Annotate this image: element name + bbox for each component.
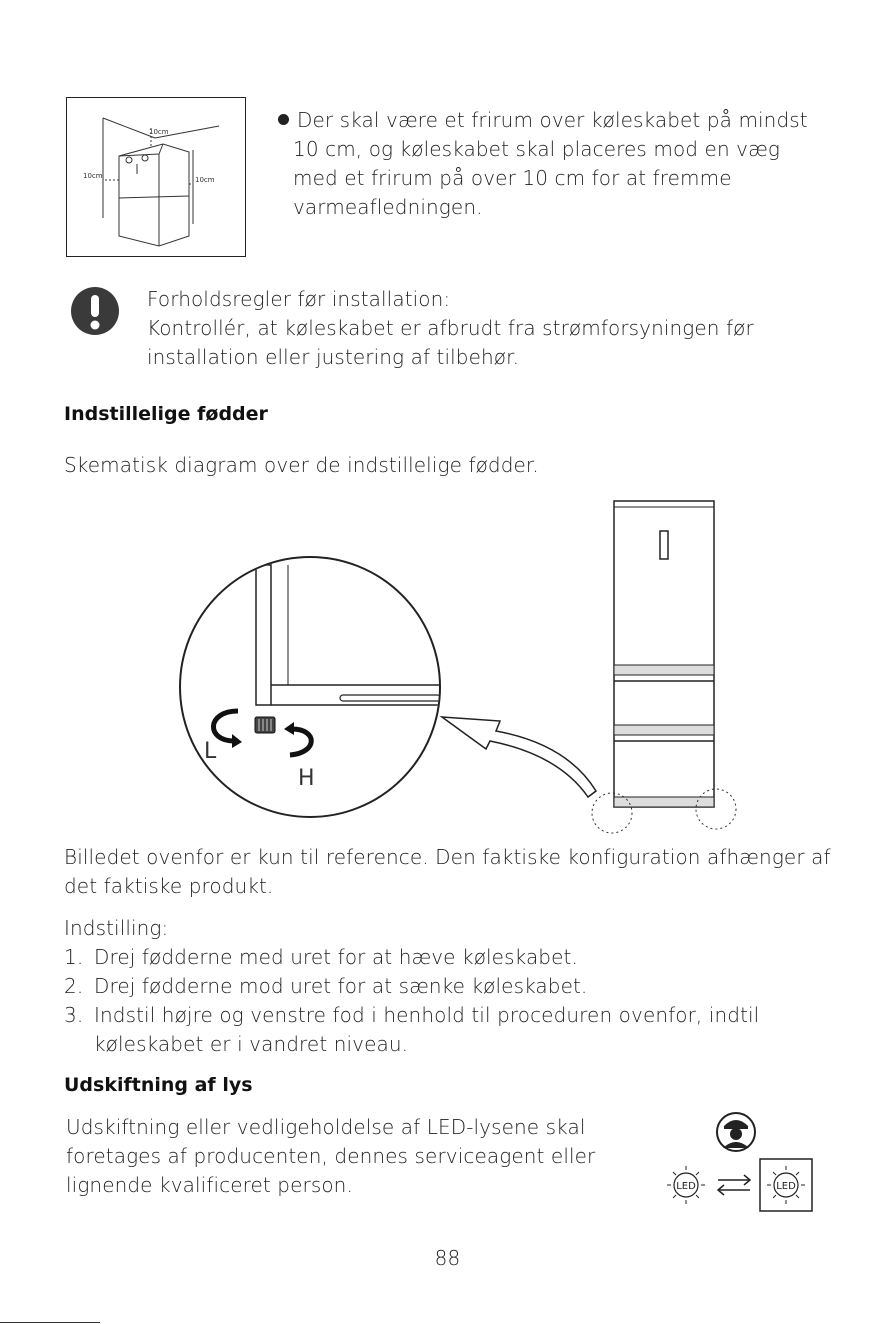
feet-diagram	[170, 495, 750, 840]
led-label-left: LED	[676, 1181, 696, 1192]
clearance-bullet	[278, 106, 818, 222]
step-text: Drej fødderne med uret for at hæve køleskabet.	[94, 945, 578, 969]
reference-note	[64, 843, 854, 901]
list-item	[64, 1001, 854, 1030]
caution-line-1: Kontrollér, at køleskabet er afbrudt fra strømforsyningen før	[147, 316, 754, 340]
setting-block	[64, 914, 854, 1059]
step-text: køleskabet er i vandret niveau.	[94, 1032, 409, 1056]
led-bulb-right-icon	[760, 1159, 812, 1211]
service-technician-icon	[717, 1113, 755, 1151]
clearance-figure	[66, 97, 246, 257]
led-bulb-left-icon	[667, 1166, 705, 1204]
clearance-line-1: Der skal være et frirum over køleskabet på mindst	[297, 108, 808, 132]
caution-title: Forholdsregler før installation:	[147, 287, 451, 311]
reference-note-line-1: Billedet ovenfor er kun til reference. Den faktiske konfiguration afhænger af	[64, 845, 831, 869]
clearance-label-right: 10cm	[195, 176, 215, 184]
feet-heading: Indstillelige fødder	[64, 403, 268, 425]
list-number: 3.	[64, 1003, 84, 1027]
label-low: L	[204, 739, 217, 764]
clearance-label-top: 10cm	[149, 128, 169, 136]
clearance-line-3: med et frirum på over 10 cm for at fremme	[293, 166, 732, 190]
light-text	[66, 1113, 606, 1200]
setting-title: Indstilling:	[64, 916, 169, 940]
list-item	[64, 972, 854, 1001]
fridge-front-view	[592, 501, 736, 833]
caution-block	[147, 285, 787, 372]
feet-diagram-caption: Skematisk diagram over de indstillelige fødder.	[64, 453, 539, 477]
list-number: 1.	[64, 945, 84, 969]
list-number: 2.	[64, 974, 84, 998]
clearance-line-2: 10 cm, og køleskabet skal placeres mod en væg	[293, 137, 780, 161]
label-high: H	[298, 766, 315, 791]
clearance-line-4: varmeafledningen.	[293, 195, 483, 219]
light-line-3: lignende kvalificeret person.	[66, 1173, 353, 1197]
bullet-icon	[278, 114, 289, 125]
footer-rule	[0, 1322, 100, 1323]
list-item	[64, 943, 854, 972]
caution-line-2: installation eller justering af tilbehør.	[147, 345, 520, 369]
exclamation-circle-icon	[70, 286, 120, 336]
list-item-continuation	[64, 1030, 854, 1059]
reference-note-line-2: det faktiske produkt.	[64, 874, 274, 898]
step-text: Drej fødderne mod uret for at sænke køleskabet.	[94, 974, 588, 998]
step-text: Indstil højre og venstre fod i henhold til proceduren ovenfor, indtil	[94, 1003, 760, 1027]
light-line-1: Udskiftning eller vedligeholdelse af LED-lysene skal	[66, 1115, 586, 1139]
page-number: 88	[434, 1246, 461, 1270]
fridge-clearance-illustration	[67, 98, 244, 255]
swap-arrows-icon	[718, 1175, 750, 1195]
led-replacement-graphic	[656, 1110, 816, 1215]
led-label-right: LED	[776, 1181, 796, 1192]
light-line-2: foretages af producenten, dennes serviceagent eller	[66, 1144, 596, 1168]
adjustable-foot	[255, 717, 275, 733]
clearance-label-left: 10cm	[83, 172, 103, 180]
light-heading: Udskiftning af lys	[64, 1074, 253, 1096]
